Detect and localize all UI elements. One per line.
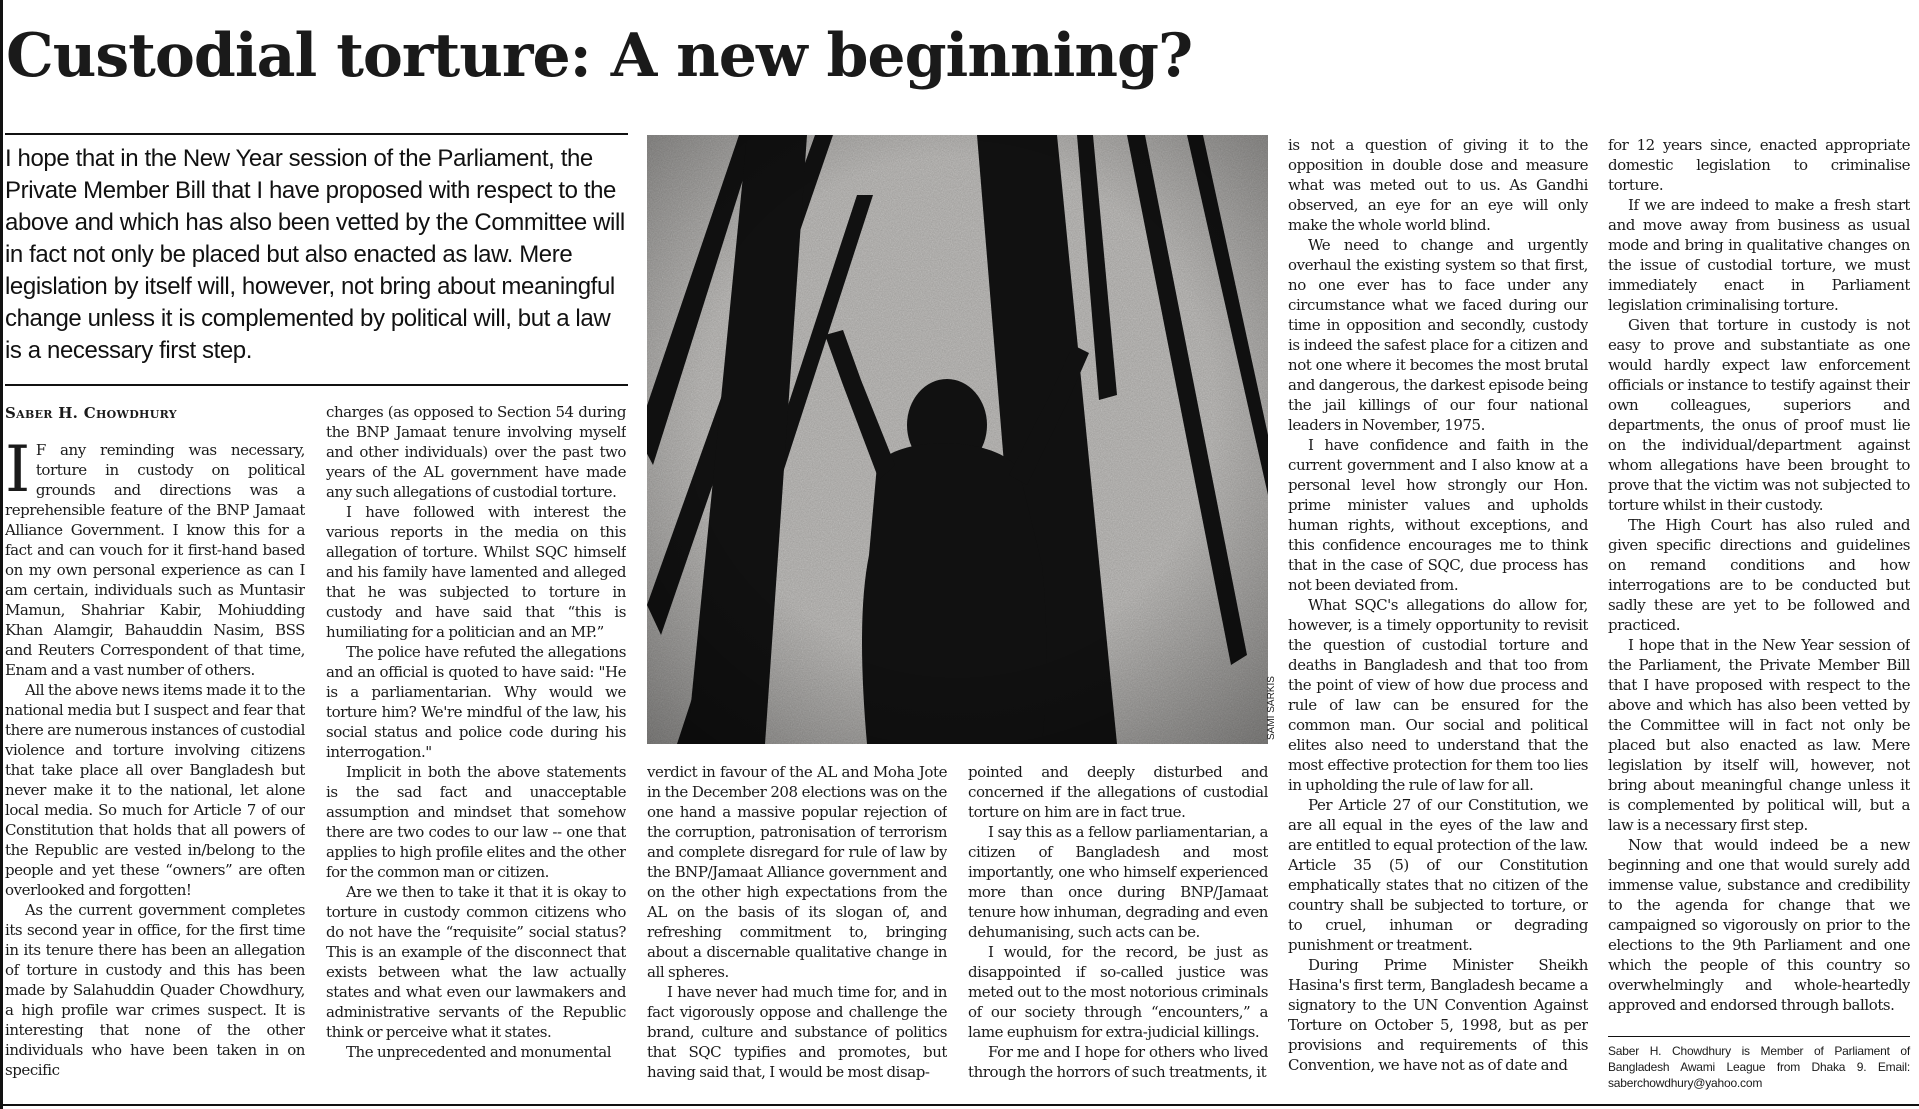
headline: Custodial torture: A new beginning? [6, 21, 1193, 91]
article-paragraph: Now that would indeed be a new beginning and one that would surely add immense value, substance and credibility to the agenda for change that we campaigned so vigorously on prior to the elections to the 9th Parliament and one which the people of this country so overwhelmingly and whole-heartedly approved and endorsed through ballots. [1608, 836, 1910, 1014]
article-column-3 [647, 762, 947, 1092]
article-paragraph: What SQC's allegations do allow for, however, is a timely opportunity to revisit the question of custodial torture and deaths in Bangladesh and that too from the point of view of how due process and rule of law can be ensured for the common man. Our social and political elites also need to understand that the most effective protection for them too lies in upholding the rule of law for all. [1288, 596, 1588, 794]
article-paragraph: I have confidence and faith in the current government and I also know at a personal level how strongly our Hon. prime minister values and upholds human rights, without exceptions, and this confidence encourages me to think that in the case of SQC, due process has not been deviated from. [1288, 436, 1588, 594]
article-paragraph: is not a question of giving it to the opposition in double dose and measure what was meted out to us. As Gandhi observed, an eye for an eye will only make the whole world blind. [1288, 136, 1588, 234]
article-paragraph: I say this as a fellow parliamentarian, a citizen of Bangladesh and most importantly, one who himself experienced more than once during BNP/Jamaat tenure how inhuman, degrading and even dehumanising, such acts can be. [968, 823, 1268, 941]
page-left-edge [0, 0, 3, 1109]
article-paragraph: for 12 years since, enacted appropriate domestic legislation to criminalise torture. [1608, 136, 1910, 194]
article-paragraph: charges (as opposed to Section 54 during the BNP Jamaat tenure involving myself and other individuals) over the past two years of the AL government have made any such allegations of custodial torture. [326, 403, 626, 501]
article-paragraph: Per Article 27 of our Constitution, we are all equal in the eyes of the law and are entitled to equal protection of the law. Article 35 (5) of our Constitution emphatically states that no citizen of the country shall be subjected to torture, or to cruel, inhuman or degrading punishment or treatment. [1288, 796, 1588, 954]
article-paragraph: As the current government completes its second year in office, for the first time in its tenure there has been an allegation of torture in custody and this has been made by Salahuddin Quader Chowdhury, a high profile war crimes suspect. It is interesting that none of the other individuals who have been taken in on specific [5, 901, 305, 1079]
article-column-6 [1608, 135, 1910, 1035]
byline: Saber H. Chowdhury [5, 404, 177, 422]
article-paragraph: For me and I hope for others who lived through the horrors of such treatments, it [968, 1043, 1268, 1081]
article-column-1 [5, 440, 305, 1090]
article-paragraph: The unprecedented and monumental [346, 1043, 612, 1061]
article-paragraph: I have never had much time for, and in fact vigorously oppose and challenge the brand, culture and substance of politics that SQC typifies and promotes, but having said that, I would be most disap- [647, 983, 947, 1081]
article-column-5 [1288, 135, 1588, 1095]
article-column-4 [968, 762, 1268, 1092]
article-paragraph: I hope that in the New Year session of the Parliament, the Private Member Bill that I have proposed with respect to the above and which has also been vetted by the Committee will in fact not only be placed but also enacted as law. Mere legislation by itself will, however, not bring about meaningful change unless it is complemented by political will, but a law is a necessary first step. [1608, 636, 1910, 834]
article-paragraph: Are we then to take it that it is okay to torture in custody common citizens who do not have the “requisite” social status? This is an example of the disconnect that exists between what the law actually states and what even our lawmakers and administrative servants of the Republic think or perceive what it states. [326, 883, 626, 1041]
page-bottom-rule [0, 1104, 1919, 1106]
article-paragraph: Given that torture in custody is not easy to prove and substantiate as one would hardly expect law enforcement officials or instance to testify against their own colleagues, superiors and departments, the onus of proof must lie on the individual/department against whom allegations have been brought to prove that the victim was not subjected to torture whilst in their custody. [1608, 316, 1910, 514]
photo-credit: SAMI SARKIS [1266, 676, 1277, 740]
author-bio: Saber H. Chowdhury is Member of Parliament of Bangladesh Awami League from Dhaka 9. Email: saberchowdhury@yahoo.com [1608, 1044, 1910, 1090]
article-paragraph: If we are indeed to make a fresh start and move away from business as usual mode and bring in qualitative changes on the issue of custodial torture, we must immediately enact in Parliament legislation criminalising torture. [1608, 196, 1910, 314]
article-column-2 [326, 402, 626, 1092]
article-paragraph: Implicit in both the above statements is the sad fact and unacceptable assumption and mindset that somehow there are two codes to our law -- one that applies to high profile elites and the other for the common man or citizen. [326, 763, 626, 881]
article-paragraph: All the above news items made it to the national media but I suspect and fear that there are numerous instances of custodial violence and torture involving citizens that take place all over Bangladesh but never make it to the national, let alone local media. So much for Article 7 of our Constitution that holds that all powers of the Republic are vested in/belong to the people and yet these “owners” are often overlooked and forgotten! [5, 681, 305, 899]
photo-image [647, 135, 1268, 744]
article-paragraph: I would, for the record, be just as disappointed if so-called justice was meted out to the most notorious criminals of our society through “encounters,” a lame euphuism for extra-judicial killings. [968, 943, 1268, 1041]
article-paragraph: During Prime Minister Sheikh Hasina's first term, Bangladesh became a signatory to the UN Convention Against Torture on October 5, 1998, but as per provisions and requirements of this Convention, we have not as of date and [1288, 956, 1588, 1074]
pullquote-bottom-rule [5, 384, 628, 386]
pullquote: I hope that in the New Year session of the Parliament, the Private Member Bill that I have proposed with respect to the above and which has also been vetted by the Committee will in fact not only be placed but also enacted as law. Mere legislation by itself will, however, not bring about meaningful change unless it is complemented by political will, but a law is a necessary first step. [5, 145, 625, 364]
article-paragraph: We need to change and urgently overhaul the existing system so that first, no one ever has to face under any circumstance what we faced during our time in opposition and secondly, custody is indeed the safest place for a citizen and not one where it becomes the most brutal and dangerous, the darkest episode being the jail killings of our four national leaders in November, 1975. [1288, 236, 1588, 434]
shadow-bars-photo [647, 135, 1268, 744]
bio-rule [1608, 1036, 1910, 1037]
pullquote-top-rule [5, 133, 628, 135]
drop-cap: I [5, 440, 30, 507]
article-paragraph: I have followed with interest the various reports in the media on this allegation of torture. Whilst SQC himself and his family have lamented and alleged that he was subjected to torture in custody and have said that “this is humiliating for a politician and an MP.” [326, 503, 626, 641]
article-paragraph: pointed and deeply disturbed and concerned if the allegations of custodial torture on him are in fact true. [968, 763, 1268, 821]
article-paragraph: The police have refuted the allegations and an official is quoted to have said: "He is a parliamentarian. Why would we torture him? We're mindful of the law, his social status and police code during his interrogation." [326, 643, 626, 761]
article-paragraph: The High Court has also ruled and given specific directions and guidelines on remand conditions and how interrogations are to be conducted but sadly these are yet to be followed and practiced. [1608, 516, 1910, 634]
article-paragraph: verdict in favour of the AL and Moha Jote in the December 208 elections was on the one hand a massive popular rejection of the corruption, patronisation of terrorism and complete disregard for rule of law by the BNP/Jamaat Alliance government and on the other high expectations from the AL on the basis of its slogan of, and refreshing commitment to, bringing about a discernable qualitative change in all spheres. [647, 763, 947, 981]
article-paragraph: I F any reminding was necessary, torture in custody on political grounds and directions was a reprehensible feature of the BNP Jamaat Alliance Government. I know this for a fact and can vouch for it first-hand based on my own personal experience as can I am certain, individuals such as Muntasir Mamun, Shahriar Kabir, Mohiudding Khan Alamgir, Bahauddin Nasim, BSS and Reuters Correspondent of that time, Enam and a vast number of others. [5, 440, 305, 679]
